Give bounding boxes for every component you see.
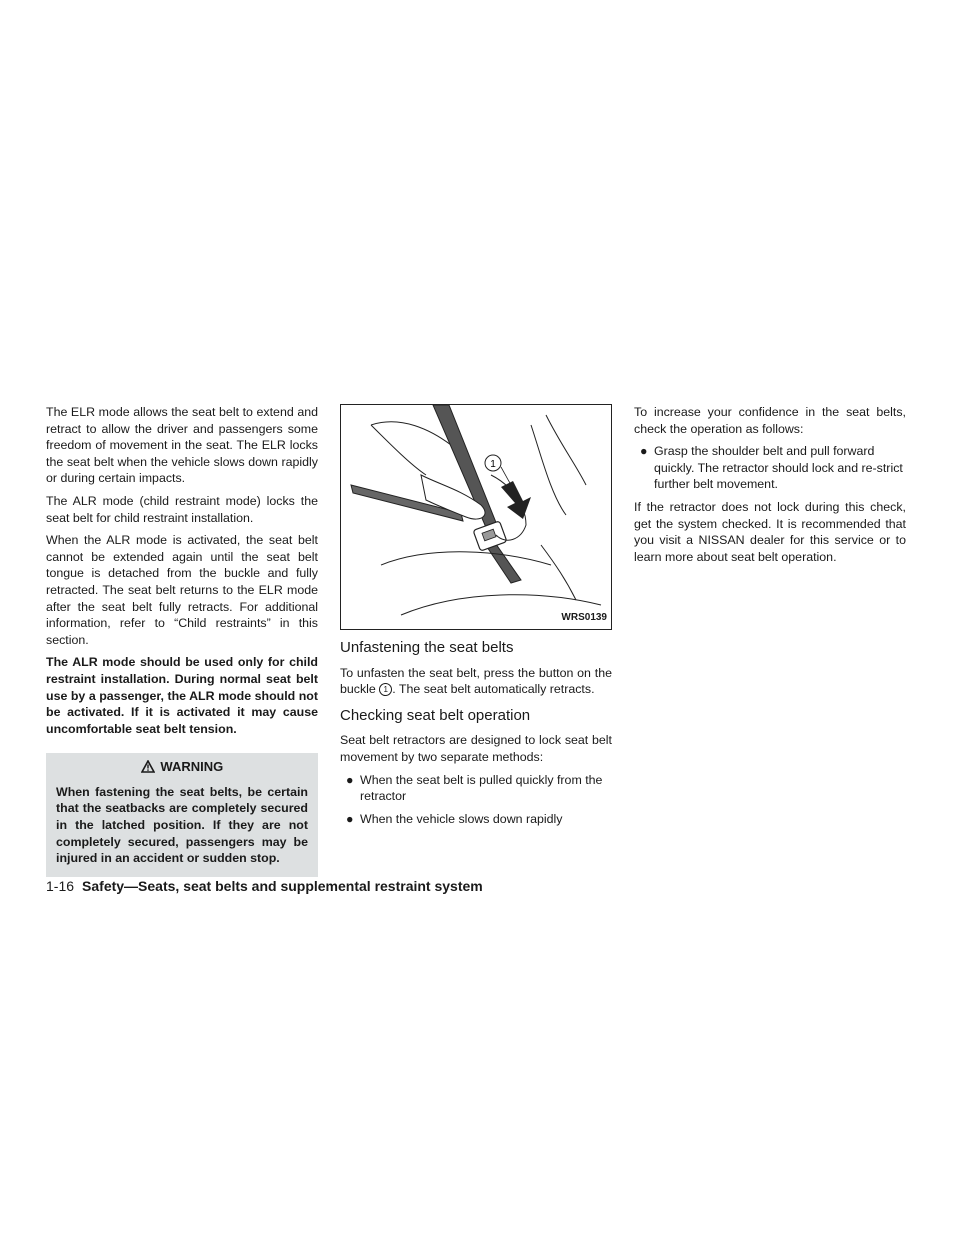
bullet-icon: ● [640,444,648,459]
callout-number: 1 [379,683,392,696]
bullet-icon: ● [346,811,354,826]
figure-callout: 1 [490,459,496,470]
column-left [46,404,318,877]
bullet-icon: ● [346,772,354,787]
column-right [634,404,906,571]
warning-text: When fastening the seat belts, be certain that the seatbacks are completely secured in the latched position. If they are not completely secured, passengers may be injured in an accident or sudden stop. [56,784,308,866]
alr-activated-paragraph: When the ALR mode is activated, the seat belt cannot be extended again until the seat belt tongue is detached from the buckle and fully retracted. The seat belt returns to the ELR mode after the seat belt fully retracts. For additional information, refer to “Child restraints” in this section. [46,533,318,647]
warning-header [56,759,308,776]
confidence-paragraph: To increase your confidence in the seat belts, check the operation as follows: [634,405,906,436]
seat-belt-drawing [341,405,611,629]
page-footer [46,878,483,894]
section-title: Safety—Seats, seat belts and supplemental restraint system [82,878,483,894]
seat-belt-illustration [340,404,612,630]
elr-paragraph: The ELR mode allows the seat belt to extend and retract to allow the driver and passengers some freedom of movement in the seat. The ELR locks the seat belt when the vehicle slows down rapidly or during certain impacts. [46,405,318,486]
list-item: ● When the vehicle slows down rapidly [346,811,563,826]
page-number: 1-16 [46,878,75,894]
warning-box [46,753,318,877]
alr-usage-notice: The ALR mode should be used only for child restraint installation. During normal seat belt use by a passenger, the ALR mode should not be activated. If it is activated it may cause uncomfortable seat belt tension. [46,655,318,736]
unfastening-text-a: To unfasten the seat belt, press the button on the buckle [340,665,612,697]
figure-code: WRS0139 [561,612,607,624]
unfastening-text-b: . The seat belt automatically retracts. [392,682,595,697]
checking-paragraph: Seat belt retractors are designed to lock seat belt movement by two separate methods: [340,733,612,764]
warning-icon [141,760,155,773]
list-item: ● When the seat belt is pulled quickly from the retractor [346,772,603,804]
retractor-check-paragraph: If the retractor does not lock during this check, get the system checked. It is recommended that you visit a NISSAN dealer for this service or to learn more about seat belt operation. [634,499,906,564]
list-item: ● Grasp the shoulder belt and pull forward quickly. The retractor should lock and re-strict further belt movement. [640,444,903,492]
heading-unfastening: Unfastening the seat belts [340,639,514,656]
unfastening-paragraph [340,665,612,698]
warning-title: WARNING [160,759,224,775]
column-middle [340,404,612,833]
heading-checking: Checking seat belt operation [340,706,531,724]
alr-paragraph: The ALR mode (child restraint mode) locks the seat belt for child restraint installation. [46,493,318,525]
